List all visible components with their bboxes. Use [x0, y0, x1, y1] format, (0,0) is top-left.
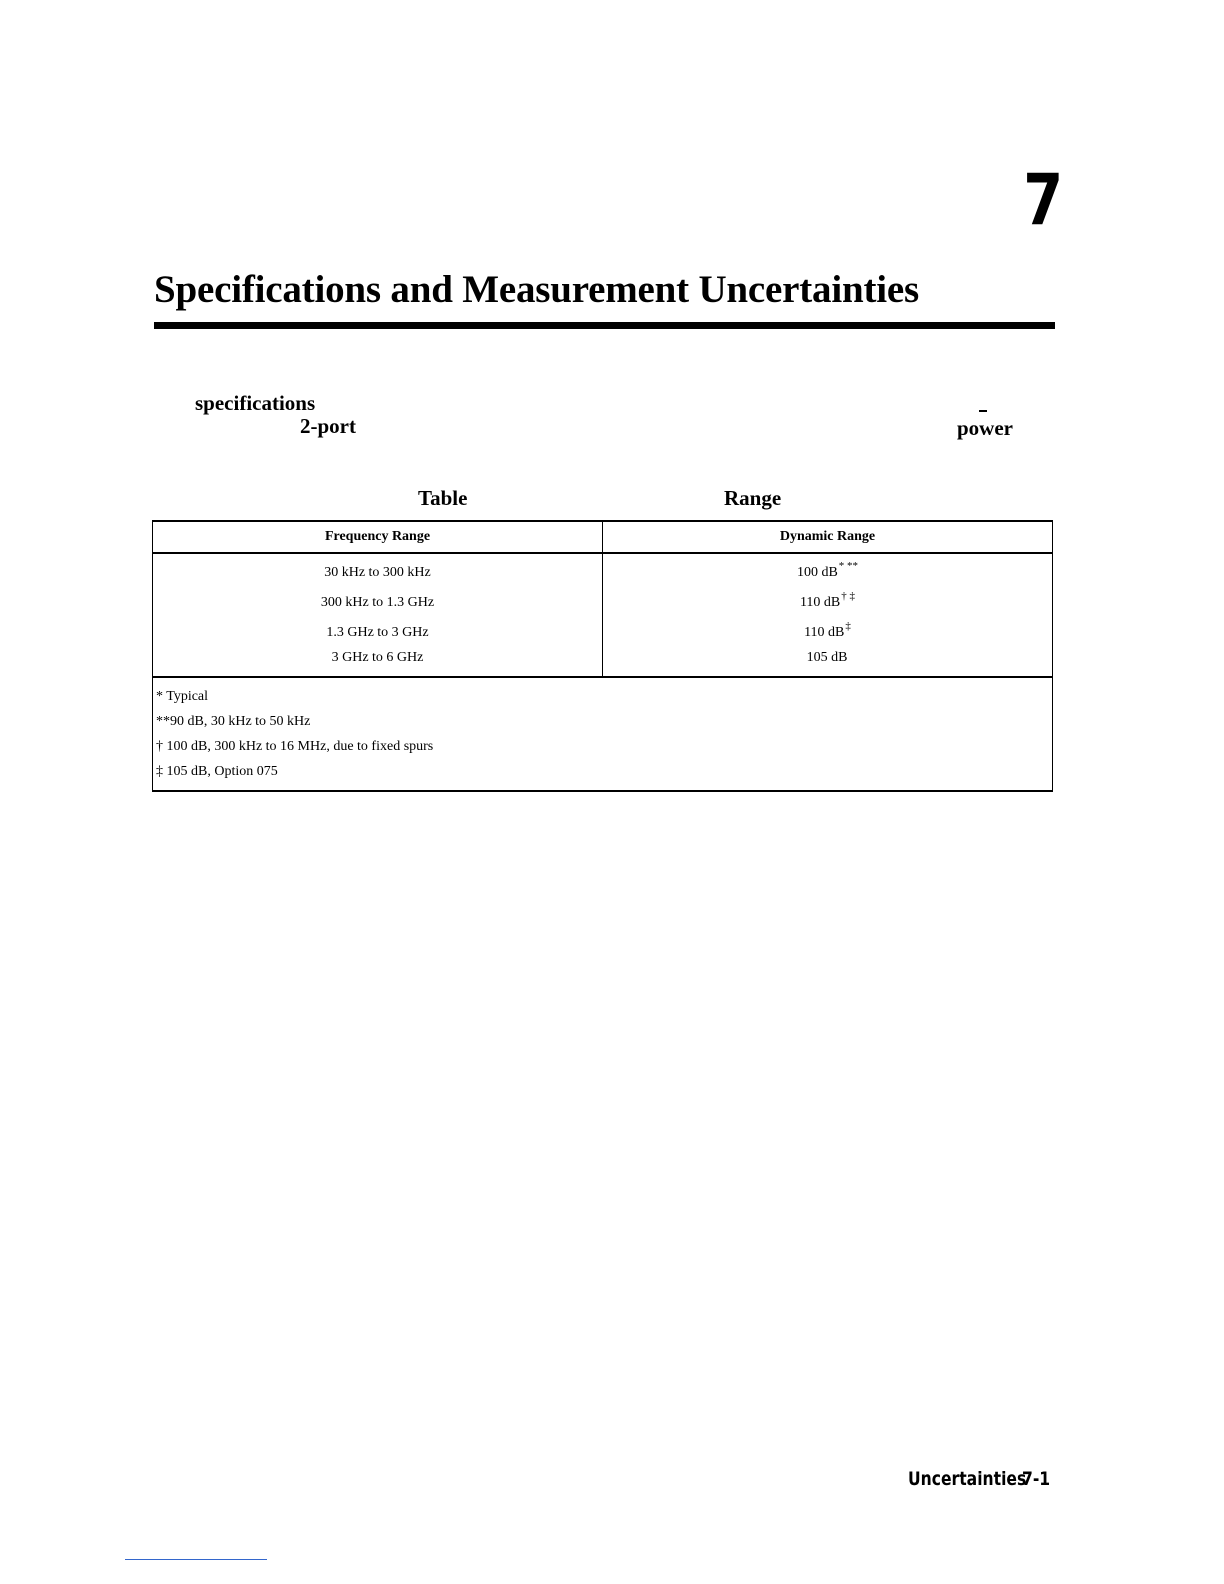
- dynamic-range-value: 105 dB: [806, 650, 848, 665]
- title-rule: [154, 322, 1055, 329]
- footnote-double-star: **90 dB, 30 kHz to 50 kHz: [156, 714, 311, 729]
- frequency-cell: 1.3 GHz to 3 GHz: [153, 618, 603, 648]
- chapter-title: Specifications and Measurement Uncertainties: [154, 268, 919, 311]
- footnote-marks: * **: [838, 560, 859, 572]
- footnote-marks: † ‡: [841, 590, 856, 602]
- column-header-dynamic-range: Dynamic Range: [603, 521, 1053, 553]
- table-caption-range: Range: [724, 486, 782, 510]
- dynamic-range-cell: [603, 648, 1053, 677]
- frequency-cell: 3 GHz to 6 GHz: [153, 648, 603, 677]
- footnote-dagger: † 100 dB, 300 kHz to 16 MHz, due to fixed spurs: [156, 739, 434, 754]
- footnote-marks: ‡: [845, 620, 851, 632]
- table-row: [153, 618, 1053, 648]
- footer-page-number: 7-1: [1022, 1468, 1051, 1490]
- table-caption-table: Table: [418, 486, 468, 510]
- dynamic-range-value: 110 dB: [804, 625, 845, 640]
- intro-fragment-power: power: [957, 416, 1013, 440]
- dynamic-range-value: 100 dB: [796, 565, 838, 580]
- table-row: [153, 553, 1053, 588]
- chapter-number: 7: [1023, 159, 1064, 241]
- table-row: [153, 648, 1053, 677]
- frequency-cell: 300 kHz to 1.3 GHz: [153, 588, 603, 618]
- dynamic-range-cell: [603, 618, 1053, 648]
- footer-section-title: Uncertainties: [908, 1468, 1027, 1490]
- dynamic-range-cell: [603, 588, 1053, 618]
- footnote-typical: * Typical: [156, 689, 209, 704]
- intro-fragment-specifications: specifications: [195, 391, 316, 415]
- dynamic-range-table: [152, 520, 1053, 792]
- dynamic-range-value: 110 dB: [799, 595, 841, 610]
- table-row: [153, 588, 1053, 618]
- frequency-cell: 30 kHz to 300 kHz: [153, 553, 603, 588]
- dynamic-range-cell: [603, 553, 1053, 588]
- intro-fragment-2-port: 2-port: [300, 414, 356, 438]
- bottom-rule: [125, 1559, 267, 1560]
- footnote-double-dagger: ‡ 105 dB, Option 075: [156, 764, 278, 779]
- table-footnotes: [153, 677, 1053, 791]
- stray-dash-mark: [979, 410, 987, 412]
- column-header-frequency-range: Frequency Range: [153, 521, 603, 553]
